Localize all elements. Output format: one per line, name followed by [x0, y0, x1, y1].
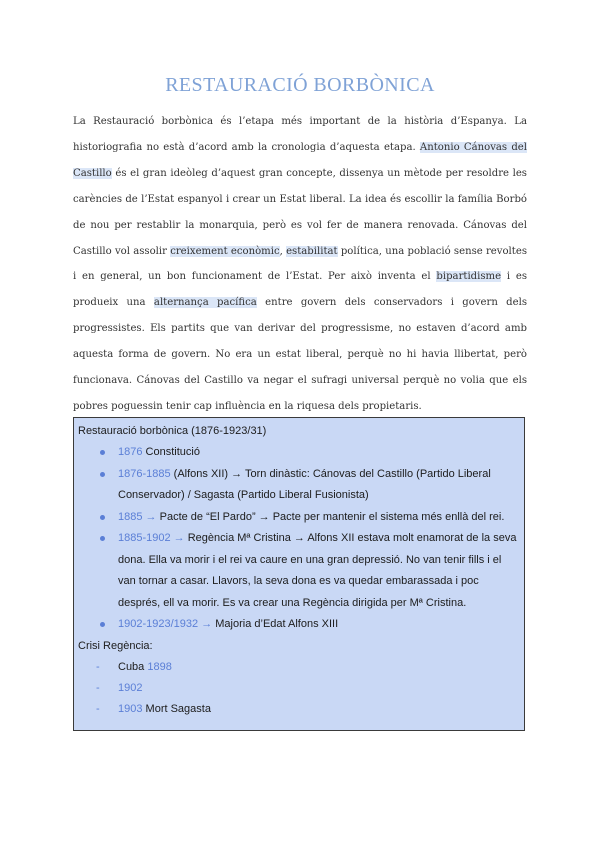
summary-box — [73, 417, 525, 731]
intro-text: política, una població sense revoltes i en general, un bon funcionament de l’Estat. Per això inventa el — [73, 245, 527, 283]
crisis-subtitle: Crisi Regència: — [78, 639, 153, 652]
intro-paragraph — [73, 109, 527, 420]
highlight-creixement: creixement econòmic — [170, 245, 280, 257]
arrow-icon: → — [198, 618, 216, 630]
dash-item — [78, 657, 519, 678]
item-text: Regència Mª Cristina → Alfons XII estava molt enamorat de la seva dona. Ella va morir i el rei va caure en una gran depressió. No van tenir fills i el van tornar a casar. Llavors, la seva dona es va quedar embarassada i poc després, ell va morir. Es va crear una Regència dirigida per Mª Cristina. — [118, 532, 517, 609]
dash-list — [78, 657, 519, 720]
dash-post: Mort Sagasta — [142, 702, 211, 715]
dash-icon: - — [96, 660, 100, 673]
item-text: (Alfons XII) → Torn dinàstic: Cánovas del Castillo (Partido Liberal Conservador) / Sagasta (Partido Liberal Fusionista) — [118, 467, 491, 501]
item-date: 1876 — [118, 446, 143, 458]
bullet-icon — [100, 450, 105, 455]
item-date: 1876-1885 — [118, 467, 171, 480]
bullet-icon — [100, 515, 105, 520]
item-date: 1885-1902 — [118, 532, 171, 544]
item-text: Majoria d’Edat Alfons XIII — [215, 618, 339, 630]
bullet-icon — [100, 536, 105, 541]
item-text: Pacte de “El Pardo” → Pacte per mantenir el sistema més enllà del rei. — [159, 510, 505, 523]
dash-item — [78, 699, 519, 720]
item-date: 1902-1923/1932 — [118, 618, 199, 630]
arrow-icon: → — [170, 532, 188, 544]
dash-date: 1898 — [147, 660, 172, 673]
highlight-estabilitat: estabilitat — [286, 245, 338, 257]
highlight-canovas: Antonio Cánovas del Castillo — [73, 141, 528, 179]
bullet-icon — [100, 622, 105, 627]
item-date: 1885 — [118, 510, 143, 523]
bullet-icon — [100, 472, 105, 477]
bullet-list — [78, 442, 519, 636]
dash-item — [78, 678, 519, 699]
intro-text: La Restauració borbònica és l’etapa més important de la història d’Espanya. La historiografia no està d’acord amb la cronologia d’aquesta etapa. — [73, 116, 527, 153]
intro-text: , — [279, 245, 287, 257]
dash-date: 1902 — [118, 681, 143, 694]
intro-text: entre govern dels conservadors i govern dels progressistes. Els partits que van derivar del progressisme, no estaven d’acord amb aquesta forma de govern. No era un estat liberal, perquè no hi havia llibertat, però funcionava. Cánovas del Castillo va negar el sufragi universal perquè no volia que els pobres poguessin tenir cap influència en la riquesa dels propietaris. — [73, 297, 528, 412]
highlight-bipartidisme: bipartidisme — [436, 271, 502, 283]
list-item — [78, 614, 519, 636]
list-item — [78, 507, 519, 529]
list-item — [78, 464, 519, 507]
item-text: Constitució — [142, 446, 200, 458]
intro-text: i es produeix una — [73, 271, 527, 309]
highlight-alternanca: alternança pacífica — [153, 297, 257, 309]
arrow-icon: → — [142, 510, 160, 523]
page-title: RESTAURACIÓ BORBÒNICA — [165, 74, 435, 96]
dash-pre: Cuba — [118, 660, 148, 673]
list-item — [78, 442, 519, 464]
box-title: Restauració borbònica (1876-1923/31) — [78, 425, 267, 437]
dash-icon: - — [96, 681, 100, 694]
dash-icon: - — [96, 702, 100, 715]
dash-date: 1903 — [118, 702, 143, 715]
list-item — [78, 528, 519, 614]
intro-text: és el gran ideòleg d’aquest gran concepte, dissenya un mètode per resoldre les carències de l’Estat espanyol i crear un Estat liberal. La idea és escollir la família Borbó de nou per restablir la monarquia, però es vol fer de manera renovada. Cánovas del Castillo vol assolir — [73, 167, 527, 257]
